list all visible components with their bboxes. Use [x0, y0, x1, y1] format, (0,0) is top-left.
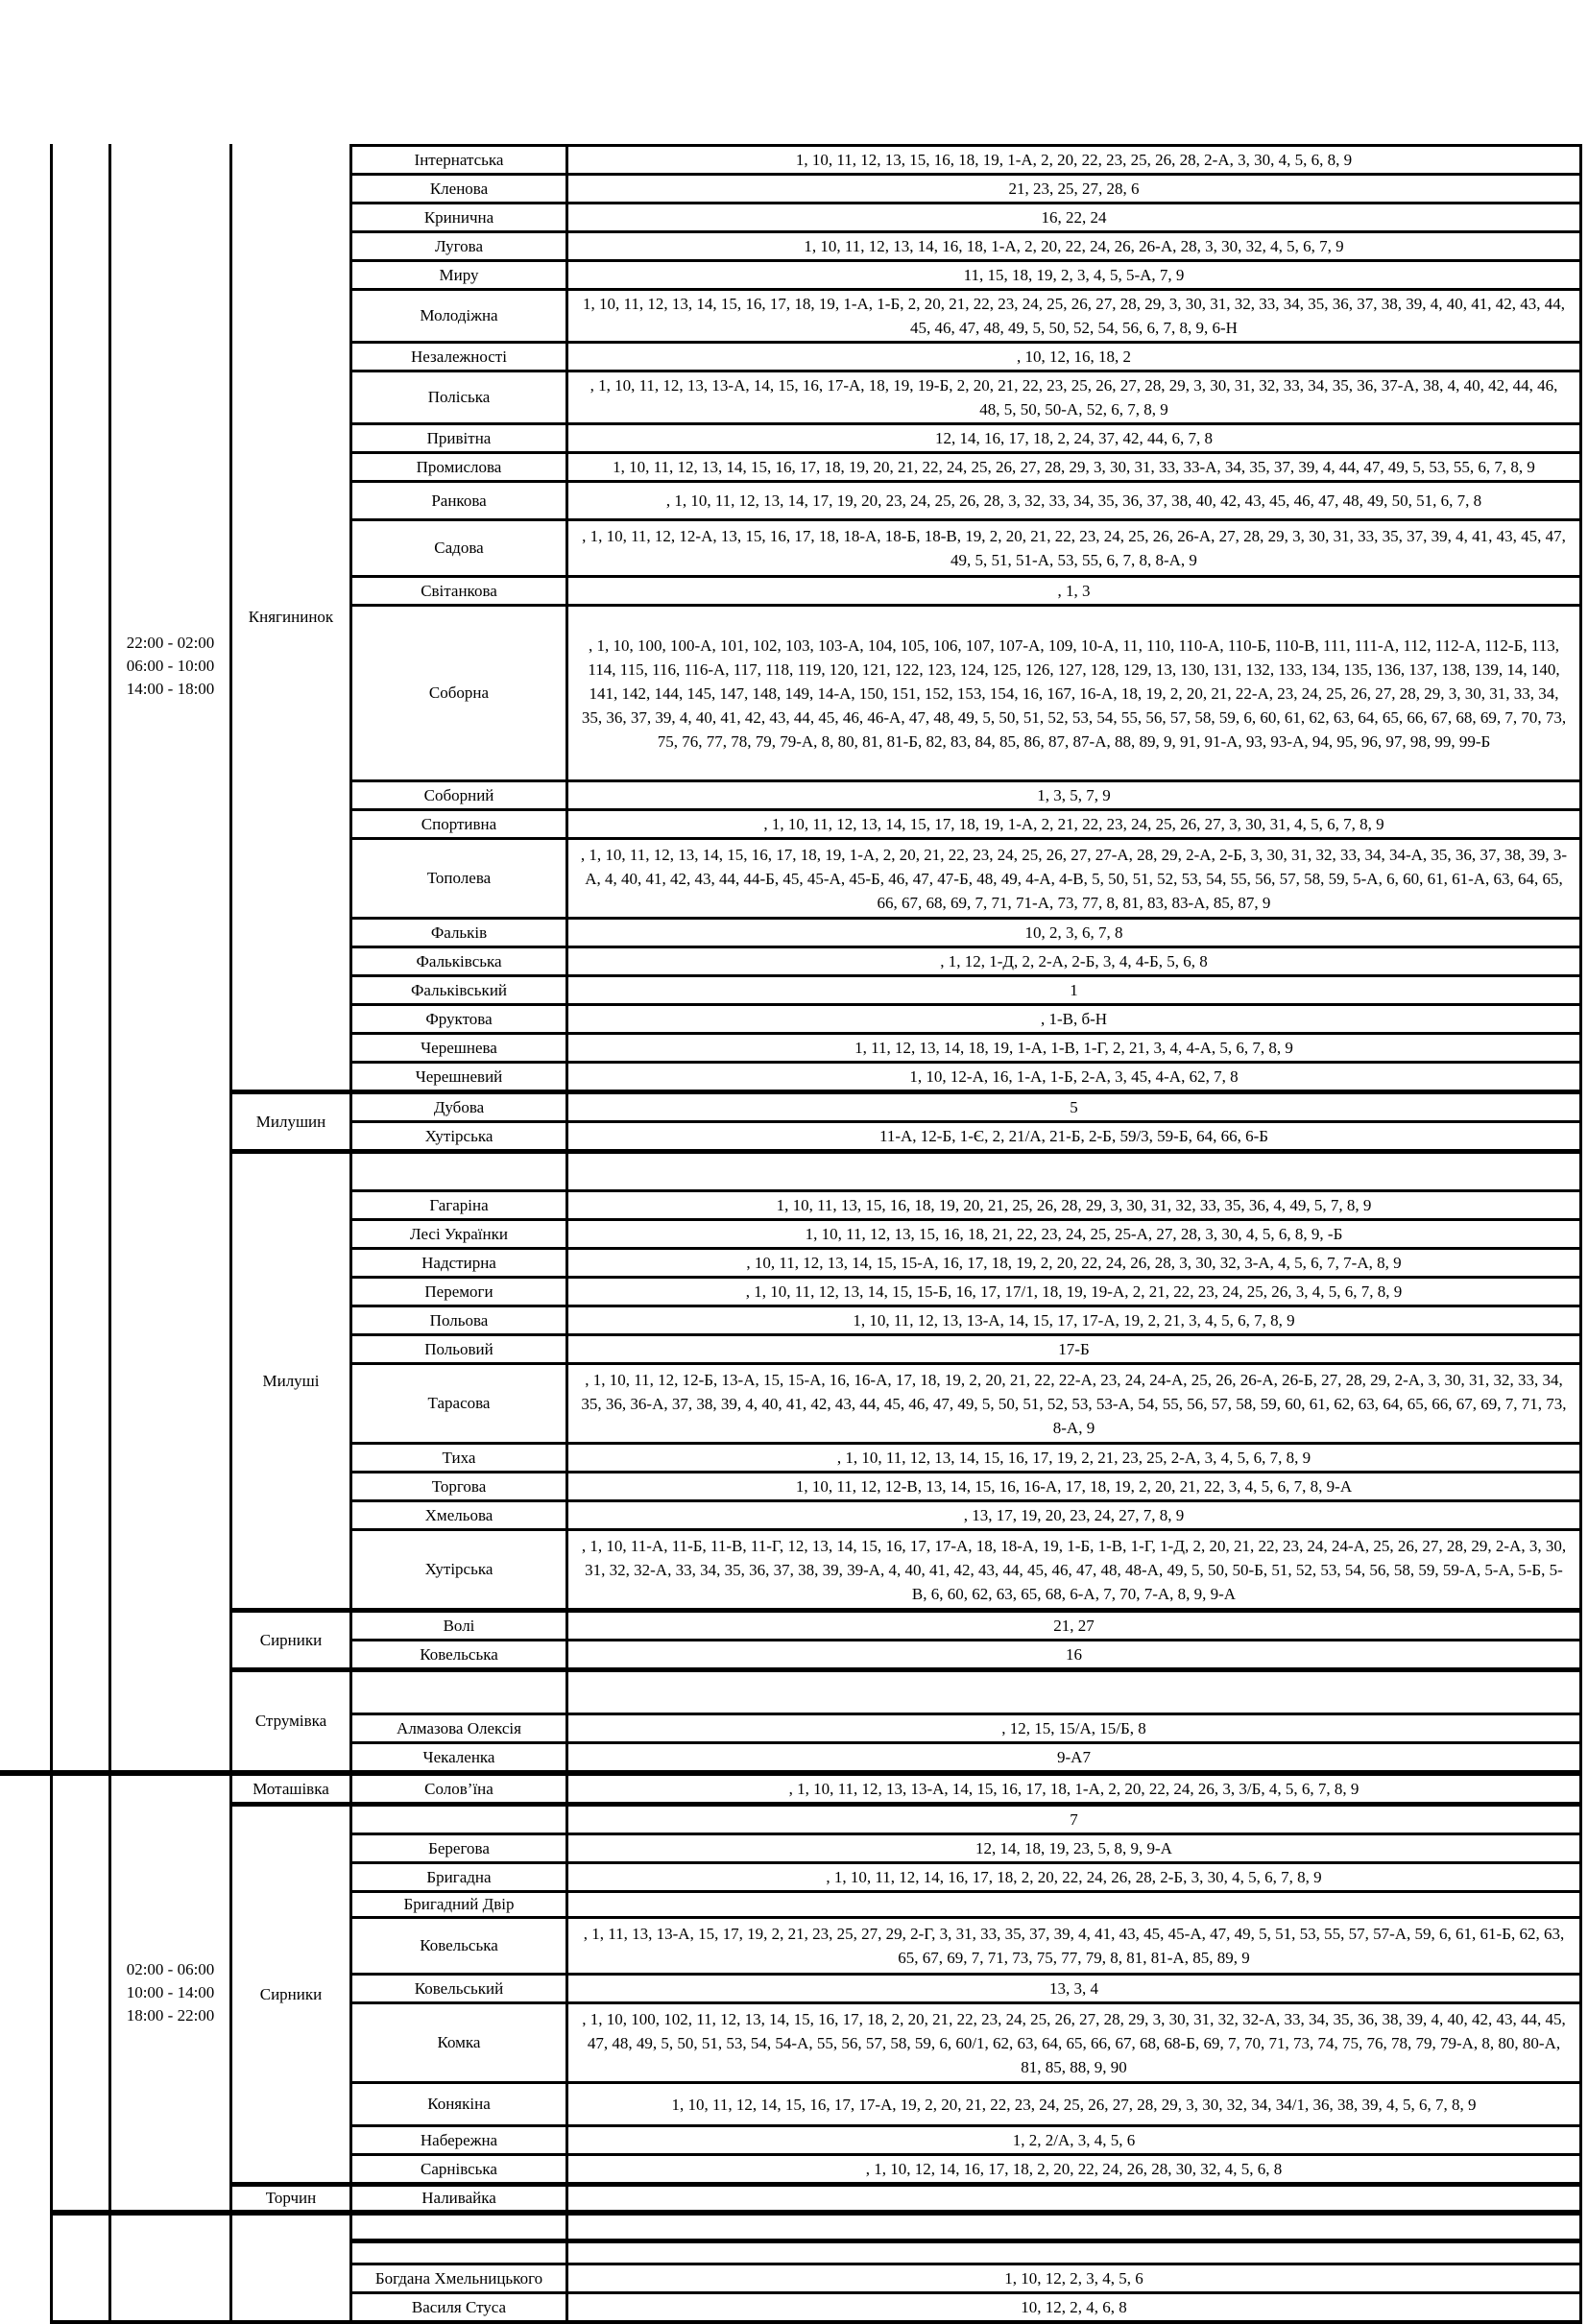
- table-row: [352, 2187, 1582, 2210]
- groups: [232, 144, 1582, 1770]
- table-row: [352, 1741, 1582, 1770]
- house-numbers: 1, 10, 11, 12, 13, 14, 15, 16, 17, 18, 19, 20, 21, 22, 24, 25, 26, 27, 28, 29, 3, 30, 31, 33, 33-А, 34, 35, 37, 39, 4, 44, 47, 49, 5, 53, 55, 6, 7, 8, 9: [613, 458, 1535, 476]
- table-row: [352, 837, 1582, 917]
- house-numbers: , 1, 10, 11, 12, 13, 13-А, 14, 15, 16, 17-А, 18, 19, 19-Б, 2, 20, 21, 22, 23, 25, 26, 27, 28, 29, 3, 30, 31, 32, 33, 34, 35, 36, 37-А, 38, 4, 40, 42, 44, 46, 48, 5, 50, 50-А, 52, 6, 7, 8, 9: [589, 376, 1558, 419]
- house-numbers: [568, 2216, 1579, 2239]
- house-numbers: 13, 3, 4: [1049, 1979, 1098, 1998]
- street-name: Набережна: [352, 2127, 568, 2153]
- street-name: Фруктова: [352, 1006, 568, 1032]
- house-numbers: , 10, 12, 16, 18, 2: [1017, 347, 1131, 366]
- house-numbers: [568, 1893, 1579, 1916]
- street-name: Гагаріна: [352, 1192, 568, 1218]
- street-name: [352, 1672, 568, 1713]
- house-numbers: 11, 15, 18, 19, 2, 3, 4, 5, 5-А, 7, 9: [963, 266, 1185, 284]
- house-numbers: [568, 1672, 1579, 1713]
- table-row: [352, 422, 1582, 451]
- house-numbers: , 10, 11, 12, 13, 14, 15, 15-А, 16, 17, 18, 19, 2, 20, 22, 24, 26, 28, 3, 30, 32, 3-А, 4, 5, 6, 7, 7-А, 8, 9: [746, 1254, 1402, 1272]
- spacer-column: [50, 1776, 111, 2210]
- house-numbers: , 1, 10, 11, 12, 13, 14, 15, 16, 17, 19, 2, 21, 23, 25, 2-А, 3, 4, 5, 6, 7, 8, 9: [836, 1449, 1311, 1467]
- house-numbers: 16: [1066, 1645, 1082, 1664]
- table-row: [352, 2001, 1582, 2081]
- settlement-name: Милушин: [232, 1094, 352, 1149]
- table-row: [352, 808, 1582, 837]
- table-row: [352, 1442, 1582, 1471]
- house-numbers: 12, 14, 16, 17, 18, 2, 24, 37, 42, 44, 6, 7, 8: [935, 429, 1213, 447]
- settlement-name: Торчин: [232, 2187, 352, 2210]
- street-name: Комка: [352, 2004, 568, 2081]
- spacer-column: [50, 2216, 111, 2320]
- settlement-group: [232, 1090, 1582, 1149]
- house-numbers: 1, 10, 11, 12, 14, 15, 16, 17, 17-А, 19, 2, 20, 21, 22, 23, 24, 25, 26, 27, 28, 29, 3, 30, 32, 34, 34/1, 36, 38, 39, 4, 5, 6, 7, 8, 9: [671, 2095, 1477, 2114]
- time-label: [111, 1958, 229, 2027]
- street-name: Поліська: [352, 372, 568, 422]
- house-numbers: [568, 2187, 1579, 2210]
- table-row: [352, 1247, 1582, 1276]
- table-row: [352, 147, 1582, 173]
- time-line: 18:00 - 22:00: [126, 2006, 215, 2025]
- street-rows: [352, 1776, 1582, 1802]
- street-name: Фальківський: [352, 977, 568, 1003]
- table-row: [352, 288, 1582, 341]
- house-numbers: , 1, 10, 100, 102, 11, 12, 13, 14, 15, 16, 17, 18, 2, 20, 21, 22, 23, 24, 25, 26, 27, 28, 29, 3, 30, 31, 32, 32-А, 33, 34, 35, 36, 38, 39, 4, 40, 42, 43, 44, 45, 47, 48, 49, 5, 50, 51, 53, 54, 54-А, 55, 56, 57, 58, 59, 6, 60/1, 62, 63, 64, 65, 66, 67, 68, 68-Б, 69, 7, 70, 71, 73, 74, 75, 76, 78, 79, 79-А, 8, 80, 80-А, 81, 85, 88, 9, 90: [582, 2009, 1566, 2076]
- house-numbers: , 1, 3: [1057, 582, 1091, 600]
- table-row: [352, 230, 1582, 259]
- time-line: 22:00 - 02:00: [126, 634, 215, 653]
- street-name: [352, 1807, 568, 1833]
- street-name: Ковельська: [352, 1641, 568, 1667]
- time-cell: [111, 144, 232, 1770]
- house-numbers: , 1, 10, 11, 12, 13, 13-А, 14, 15, 16, 17, 18, 1-А, 2, 20, 22, 24, 26, 3, 3/Б, 4, 5, 6, 7, 8, 9: [788, 1780, 1359, 1798]
- table-row: [352, 1528, 1582, 1608]
- street-name: Привітна: [352, 425, 568, 451]
- settlement-name: Сирники: [232, 1613, 352, 1667]
- table-row: [352, 2153, 1582, 2182]
- street-name: Інтернатська: [352, 147, 568, 173]
- table-row: [352, 341, 1582, 370]
- street-name: Польова: [352, 1307, 568, 1333]
- street-name: [352, 1154, 568, 1189]
- street-name: Конякіна: [352, 2084, 568, 2124]
- table-row: [352, 1639, 1582, 1667]
- time-block: [50, 2210, 1582, 2324]
- street-name: Сарнівська: [352, 2156, 568, 2182]
- street-rows: [352, 1807, 1582, 2182]
- street-rows: [352, 1094, 1582, 1149]
- table-row: [352, 259, 1582, 288]
- table-row: [352, 1094, 1582, 1120]
- table-row: [352, 1003, 1582, 1032]
- settlement-group: [232, 2182, 1582, 2210]
- house-numbers: 12, 14, 18, 19, 23, 5, 8, 9, 9-А: [975, 1839, 1172, 1857]
- groups: [232, 2216, 1582, 2320]
- table-row: [352, 1613, 1582, 1639]
- street-name: [352, 2216, 568, 2239]
- time-cell: [111, 2216, 232, 2320]
- house-numbers: [568, 1154, 1579, 1189]
- settlement-name: Княгининок: [232, 144, 352, 1090]
- house-numbers: 21, 23, 25, 27, 28, 6: [1008, 180, 1140, 198]
- table-row: [352, 946, 1582, 974]
- house-numbers: 1, 3, 5, 7, 9: [1037, 786, 1111, 804]
- table-row: [352, 1061, 1582, 1090]
- street-name: Миру: [352, 262, 568, 288]
- table-row: [352, 451, 1582, 480]
- settlement-group: [232, 1667, 1582, 1770]
- street-name: Алмазова Олексія: [352, 1715, 568, 1741]
- table-row: [352, 1890, 1582, 1916]
- street-rows: [352, 1613, 1582, 1667]
- house-numbers: 1: [1070, 981, 1078, 999]
- groups: [232, 1776, 1582, 2210]
- street-name: Дубова: [352, 1094, 568, 1120]
- house-numbers: , 1, 12, 1-Д, 2, 2-А, 2-Б, 3, 4, 4-Б, 5, 6, 8: [940, 952, 1208, 970]
- street-name: Тарасова: [352, 1365, 568, 1442]
- table-row: [352, 518, 1582, 575]
- settlement-group: [232, 1608, 1582, 1667]
- table-row: [352, 917, 1582, 946]
- street-name: Бригадний Двір: [352, 1893, 568, 1916]
- street-name: Соборна: [352, 607, 568, 779]
- house-numbers: , 1, 10, 11, 12, 12-А, 13, 15, 16, 17, 18, 18-А, 18-Б, 18-В, 19, 2, 20, 21, 22, 23, 24, 25, 26, 26-А, 27, 28, 29, 3, 30, 31, 33, 35, 37, 39, 4, 41, 43, 45, 47, 49, 5, 51, 51-А, 53, 55, 6, 7, 8, 8-А, 9: [582, 527, 1566, 569]
- settlement-group: [232, 144, 1582, 1090]
- settlement-name: Струмівка: [232, 1672, 352, 1770]
- settlement-name: Сирники: [232, 1807, 352, 2182]
- table-row: [352, 575, 1582, 604]
- house-numbers: 5: [1070, 1098, 1078, 1116]
- table-row: [352, 2216, 1582, 2239]
- house-numbers: 1, 10, 12, 2, 3, 4, 5, 6: [1004, 2269, 1143, 2288]
- time-line: 06:00 - 10:00: [126, 657, 215, 676]
- house-numbers: 1, 10, 11, 12, 13, 15, 16, 18, 19, 1-А, 2, 20, 22, 23, 25, 26, 28, 2-А, 3, 30, 4, 5, 6, 8, 9: [795, 151, 1353, 169]
- street-name: Берегова: [352, 1835, 568, 1861]
- table-row: [352, 202, 1582, 230]
- table-row: [352, 1189, 1582, 1218]
- street-name: Надстирна: [352, 1250, 568, 1276]
- table-row: [352, 1833, 1582, 1861]
- street-name: Хмельова: [352, 1502, 568, 1528]
- house-numbers: 1, 10, 11, 12, 13, 14, 16, 18, 1-А, 2, 20, 22, 24, 26, 26-А, 28, 3, 30, 32, 4, 5, 6, 7, 9: [804, 237, 1344, 255]
- house-numbers: , 1, 10, 11-А, 11-Б, 11-В, 11-Г, 12, 13, 14, 15, 16, 17, 17-А, 18, 18-А, 19, 1-Б, 1-В, 1-Г, 1-Д, 2, 20, 21, 22, 23, 24, 24-А, 25, 26, 27, 28, 29, 2-А, 3, 30, 31, 32, 32-А, 33, 34, 35, 36, 37, 38, 39, 39-А, 4, 40, 41, 42, 43, 44, 45, 46, 47, 48, 48-А, 49, 5, 50, 50-Б, 51, 52, 53, 54, 56, 58, 59, 59-А, 5-А, 5-Б, 5-В, 6, 60, 62, 63, 65, 68, 6-А, 7, 70, 7-А, 8, 9, 9-А: [581, 1536, 1567, 1603]
- spacer-column: [50, 144, 111, 1770]
- street-name: Кленова: [352, 176, 568, 202]
- house-numbers: 1, 2, 2/А, 3, 4, 5, 6: [1012, 2131, 1136, 2149]
- street-name: Хутірська: [352, 1123, 568, 1149]
- house-numbers: 1, 10, 12-А, 16, 1-А, 1-Б, 2-А, 3, 45, 4-А, 62, 7, 8: [909, 1067, 1239, 1086]
- time-block: [50, 144, 1582, 1770]
- house-numbers: , 1, 10, 11, 12, 13, 14, 17, 19, 20, 23, 24, 25, 26, 28, 3, 32, 33, 34, 35, 36, 37, 38, 40, 42, 43, 45, 46, 47, 48, 49, 50, 51, 6, 7, 8: [665, 491, 1482, 510]
- street-name: Кринична: [352, 204, 568, 230]
- schedule-table: [50, 144, 1582, 2324]
- street-name: Волі: [352, 1613, 568, 1639]
- table-row: [352, 1032, 1582, 1061]
- street-name: Наливайка: [352, 2187, 568, 2210]
- house-numbers: , 1, 10, 11, 12, 14, 16, 17, 18, 2, 20, 22, 24, 26, 28, 2-Б, 3, 30, 4, 5, 6, 7, 8, 9: [826, 1868, 1322, 1886]
- table-row: [352, 1861, 1582, 1890]
- street-name: Торгова: [352, 1473, 568, 1499]
- street-name: Черешневий: [352, 1064, 568, 1090]
- table-row: [352, 2124, 1582, 2153]
- street-name: Соборний: [352, 782, 568, 808]
- street-rows: [352, 2216, 1582, 2320]
- time-line: 02:00 - 06:00: [126, 1960, 215, 1978]
- table-row: [352, 1973, 1582, 2001]
- street-name: Богдана Хмельницького: [352, 2265, 568, 2291]
- house-numbers: , 1, 10, 100, 100-А, 101, 102, 103, 103-А, 104, 105, 106, 107, 107-А, 109, 10-А, 11, 110, 110-А, 110-Б, 110-В, 111, 111-А, 112, 112-А, 112-Б, 113, 114, 115, 116, 116-А, 117, 118, 119, 120, 121, 122, 123, 124, 125, 126, 127, 128, 129, 13, 130, 131, 132, 133, 134, 135, 136, 137, 138, 139, 14, 140, 141, 142, 144, 145, 147, 148, 149, 14-А, 150, 151, 152, 153, 154, 16, 167, 16-А, 18, 19, 2, 20, 21, 22-А, 23, 24, 25, 26, 27, 28, 29, 3, 30, 31, 33, 34, 35, 36, 37, 39, 4, 40, 41, 42, 43, 44, 45, 46, 46-А, 47, 48, 49, 5, 50, 51, 52, 53, 54, 55, 56, 57, 58, 59, 6, 60, 61, 62, 63, 64, 65, 66, 67, 68, 69, 7, 70, 73, 75, 76, 77, 78, 79, 79-А, 8, 80, 81, 81-Б, 82, 83, 84, 85, 86, 87, 87-А, 88, 89, 9, 91, 91-А, 93, 93-А, 94, 95, 96, 97, 98, 99, 99-Б: [581, 635, 1567, 751]
- table-row: [352, 1807, 1582, 1833]
- house-numbers: 1, 10, 11, 13, 15, 16, 18, 19, 20, 21, 25, 26, 28, 29, 3, 30, 31, 32, 33, 35, 36, 4, 49, 5, 7, 8, 9: [776, 1196, 1372, 1214]
- street-rows: [352, 144, 1582, 1090]
- table-row: [352, 1276, 1582, 1305]
- house-numbers: , 1, 10, 11, 12, 13, 14, 15, 15-Б, 16, 17, 17/1, 18, 19, 19-А, 2, 21, 22, 23, 24, 25, 26, 3, 4, 5, 6, 7, 8, 9: [745, 1282, 1403, 1301]
- street-name: Тополева: [352, 840, 568, 917]
- street-name: Ковельська: [352, 1919, 568, 1973]
- table-row: [352, 1713, 1582, 1741]
- time-block: [50, 1770, 1582, 2210]
- table-row: [352, 1499, 1582, 1528]
- house-numbers: , 1, 10, 11, 12, 12-Б, 13-А, 15, 15-А, 16, 16-А, 17, 18, 19, 2, 20, 21, 22, 22-А, 23, 24, 24-А, 25, 26, 26-А, 26-Б, 27, 28, 29, 2-А, 3, 30, 31, 32, 33, 34, 35, 36, 36-А, 37, 38, 39, 4, 40, 41, 42, 43, 44, 45, 46, 47, 49, 5, 50, 51, 52, 53, 53-А, 54, 55, 56, 57, 58, 59, 60, 61, 62, 63, 64, 65, 66, 67, 69, 7, 71, 73, 8-А, 9: [581, 1370, 1567, 1437]
- house-numbers: 1, 11, 12, 13, 14, 18, 19, 1-А, 1-В, 1-Г, 2, 21, 3, 4, 4-А, 5, 6, 7, 8, 9: [854, 1039, 1293, 1057]
- street-name: Лесі Українки: [352, 1221, 568, 1247]
- table-row: [352, 2239, 1582, 2263]
- house-numbers: 7: [1070, 1810, 1078, 1829]
- settlement-group: [232, 1802, 1582, 2182]
- time-cell: [111, 1776, 232, 2210]
- street-name: Спортивна: [352, 811, 568, 837]
- house-numbers: 1, 10, 11, 12, 13, 15, 16, 18, 21, 22, 23, 24, 25, 25-А, 27, 28, 3, 30, 4, 5, 6, 8, 9, -Б: [805, 1225, 1343, 1243]
- house-numbers: 16, 22, 24: [1041, 208, 1107, 227]
- settlement-group: [232, 2216, 1582, 2320]
- house-numbers: 11-А, 12-Б, 1-Є, 2, 21/А, 21-Б, 2-Б, 59/3, 59-Б, 64, 66, 6-Б: [878, 1127, 1269, 1145]
- house-numbers: , 1, 10, 11, 12, 13, 14, 15, 17, 18, 19, 1-А, 2, 21, 22, 23, 24, 25, 26, 27, 3, 30, 31, 4, 5, 6, 7, 8, 9: [763, 815, 1384, 833]
- settlement-name: [232, 2216, 352, 2320]
- street-rows: [352, 1672, 1582, 1770]
- street-name: Хутірська: [352, 1531, 568, 1608]
- house-numbers: [568, 2243, 1579, 2263]
- house-numbers: 17-Б: [1058, 1340, 1090, 1358]
- table-row: [352, 1672, 1582, 1713]
- table-row: [352, 1154, 1582, 1189]
- table-row: [352, 1776, 1582, 1802]
- time-label: [111, 632, 229, 701]
- street-name: Василя Стуса: [352, 2294, 568, 2320]
- table-row: [352, 1471, 1582, 1499]
- house-numbers: 10, 12, 2, 4, 6, 8: [1021, 2298, 1127, 2316]
- table-row: [352, 173, 1582, 202]
- street-name: Польовий: [352, 1336, 568, 1362]
- street-name: Черешнева: [352, 1035, 568, 1061]
- house-numbers: 10, 2, 3, 6, 7, 8: [1024, 923, 1123, 942]
- street-name: Фальківська: [352, 948, 568, 974]
- table-row: [352, 1218, 1582, 1247]
- street-name: Незалежності: [352, 344, 568, 370]
- table-row: [352, 2291, 1582, 2320]
- house-numbers: 1, 10, 11, 12, 13, 14, 15, 16, 17, 18, 19, 1-А, 1-Б, 2, 20, 21, 22, 23, 24, 25, 26, 27, 28, 29, 3, 30, 31, 32, 33, 34, 35, 36, 37, 38, 39, 4, 40, 41, 42, 43, 44, 45, 46, 47, 48, 49, 5, 50, 52, 54, 56, 6, 7, 8, 9, 6-Н: [583, 295, 1565, 337]
- table-row: [352, 1333, 1582, 1362]
- table-row: [352, 2263, 1582, 2291]
- table-row: [352, 604, 1582, 779]
- house-numbers: , 1, 11, 13, 13-А, 15, 17, 19, 2, 21, 23, 25, 27, 29, 2-Г, 3, 31, 33, 35, 37, 39, 4, 41, 43, 45, 45-А, 47, 49, 5, 51, 53, 55, 57, 57-А, 59, 6, 61, 61-Б, 62, 63, 65, 67, 69, 7, 71, 73, 75, 77, 79, 8, 81, 81-А, 85, 89, 9: [583, 1925, 1565, 1967]
- street-rows: [352, 1154, 1582, 1608]
- house-numbers: , 1, 10, 12, 14, 16, 17, 18, 2, 20, 22, 24, 26, 28, 30, 32, 4, 5, 6, 8: [865, 2160, 1283, 2178]
- street-name: Бригадна: [352, 1864, 568, 1890]
- street-name: Молодіжна: [352, 291, 568, 341]
- street-name: Ранкова: [352, 483, 568, 518]
- house-numbers: 1, 10, 11, 12, 12-В, 13, 14, 15, 16, 16-А, 17, 18, 19, 2, 20, 21, 22, 3, 4, 5, 6, 7, 8, 9-А: [795, 1477, 1353, 1496]
- street-name: Промислова: [352, 454, 568, 480]
- table-row: [352, 974, 1582, 1003]
- table-row: [352, 2081, 1582, 2124]
- settlement-group: [232, 1776, 1582, 1802]
- time-line: 10:00 - 14:00: [126, 1983, 215, 2001]
- table-row: [352, 370, 1582, 422]
- street-name: Лугова: [352, 233, 568, 259]
- street-name: Фальків: [352, 920, 568, 946]
- settlement-name: Милуші: [232, 1154, 352, 1608]
- time-line: 14:00 - 18:00: [126, 680, 215, 699]
- house-numbers: , 1-В, б-Н: [1040, 1010, 1108, 1028]
- table-row: [352, 1120, 1582, 1149]
- house-numbers: , 12, 15, 15/А, 15/Б, 8: [1001, 1719, 1146, 1737]
- house-numbers: 21, 27: [1053, 1617, 1095, 1635]
- street-name: Світанкова: [352, 578, 568, 604]
- street-name: Солов’їна: [352, 1776, 568, 1802]
- street-name: Тиха: [352, 1445, 568, 1471]
- table-row: [352, 1916, 1582, 1973]
- settlement-group: [232, 1149, 1582, 1608]
- street-name: Ковельський: [352, 1976, 568, 2001]
- table-row: [352, 480, 1582, 518]
- house-numbers: , 13, 17, 19, 20, 23, 24, 27, 7, 8, 9: [963, 1506, 1185, 1524]
- street-name: Садова: [352, 521, 568, 575]
- house-numbers: , 1, 10, 11, 12, 13, 14, 15, 16, 17, 18, 19, 1-А, 2, 20, 21, 22, 23, 24, 25, 26, 27, 27-А, 28, 29, 2-А, 2-Б, 3, 30, 31, 32, 33, 34, 34-А, 35, 36, 37, 38, 39, 3-А, 4, 40, 41, 42, 43, 44, 44-Б, 45, 45-А, 45-Б, 46, 47, 47-Б, 48, 49, 4-А, 4-В, 5, 50, 51, 52, 53, 54, 55, 56, 57, 58, 59, 5-А, 6, 60, 61, 61-А, 63, 64, 65, 66, 67, 68, 69, 7, 71, 71-А, 73, 77, 8, 81, 83, 83-А, 85, 87, 9: [580, 845, 1568, 912]
- house-numbers: 1, 10, 11, 12, 13, 13-А, 14, 15, 17, 17-А, 19, 2, 21, 3, 4, 5, 6, 7, 8, 9: [853, 1311, 1295, 1330]
- street-name: Перемоги: [352, 1279, 568, 1305]
- table-row: [352, 779, 1582, 808]
- street-name: [352, 2243, 568, 2263]
- settlement-name: Моташівка: [232, 1776, 352, 1802]
- street-name: Чекаленка: [352, 1744, 568, 1770]
- house-numbers: 9-А7: [1057, 1748, 1091, 1766]
- street-rows: [352, 2187, 1582, 2210]
- table-row: [352, 1362, 1582, 1442]
- table-row: [352, 1305, 1582, 1333]
